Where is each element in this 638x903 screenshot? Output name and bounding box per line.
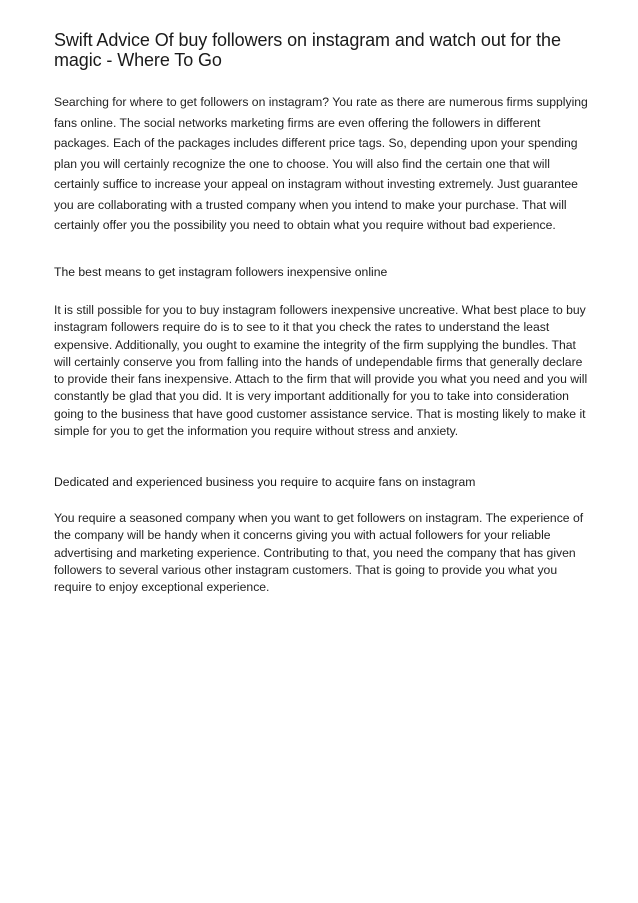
section-body-cheap-followers: It is still possible for you to buy instagram followers inexpensive uncreative. What best place to buy instagram followers require do is to see to it that you check the rates to understand the least expensive. Additionally, you ought to examine the integrity of the firm supplying the bundles. That will certainly conserve you from falling into the hands of undependable firms that generally declare to provide their fans inexpensive. Attach to the firm that will provide you what you need and you will constantly be glad that you did. It is very important additionally for you to take into consideration going to the business that have good customer assistance service. That is mosting likely to make it simple for you to get the information you require without stress and anxiety. xyxy=(54,303,588,439)
section-body-experienced-business: You require a seasoned company when you want to get followers on instagram. The experience of the company will be handy when it concerns giving you with actual followers for your reliable advertising and marketing experience. Contributing to that, you need the company that has given followers to several various other instagram customers. That is going to provide you what you require to enjoy exceptional experience. xyxy=(54,511,584,595)
intro-paragraph: Searching for where to get followers on instagram? You rate as there are numerous firms supplying fans online. The social networks marketing firms are even offering the followers in different packages. Each of the packages includes different price tags. So, depending upon your spending plan you will certainly recognize the one to choose. You will also find the certain one that will certainly suffice to increase your appeal on instagram without investing extremely. Just guarantee you are collaborating with a trusted company when you intend to make your purchase. That will certainly offer you the possibility you need to obtain what you require without bad experience. xyxy=(54,95,588,232)
section-heading-cheap-followers: The best means to get instagram followers inexpensive online xyxy=(54,265,388,279)
section-heading-experienced-business: Dedicated and experienced business you require to acquire fans on instagram xyxy=(54,475,476,489)
document-title: Swift Advice Of buy followers on instagram and watch out for the magic - Where To Go xyxy=(54,30,561,70)
